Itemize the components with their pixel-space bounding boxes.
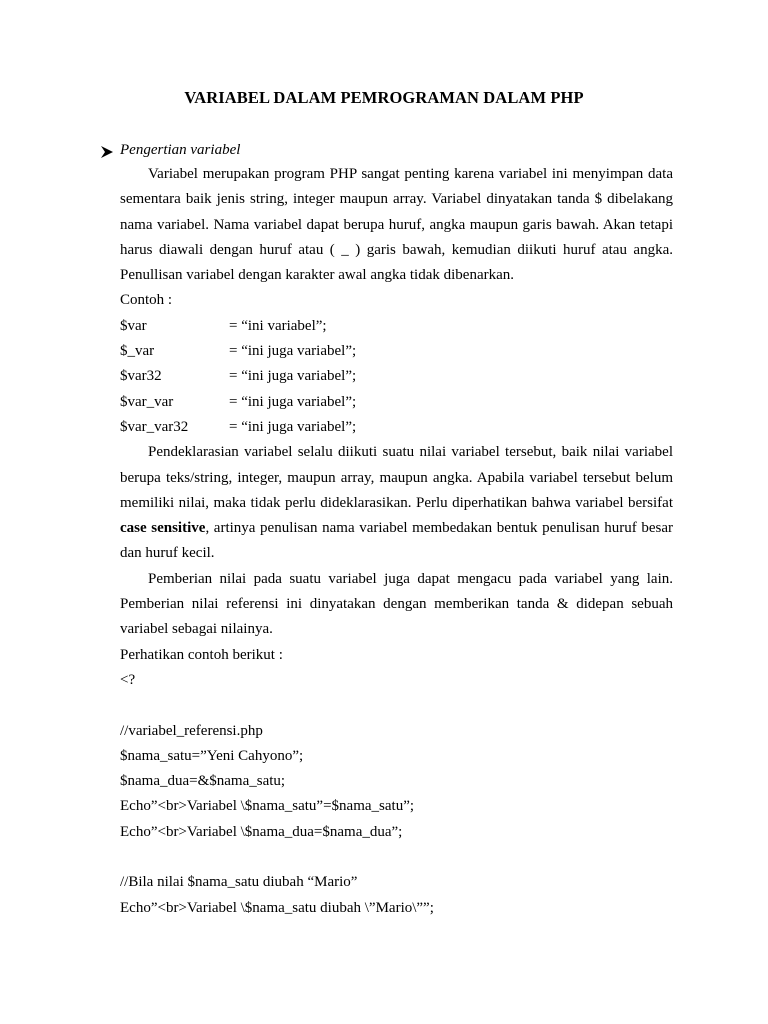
example-var: $var_var [120, 393, 174, 410]
blank-line [120, 693, 673, 718]
document-body [120, 162, 673, 921]
example-value: = “ini juga variabel”; [229, 368, 357, 385]
perhatikan-label: Perhatikan contoh berikut : [120, 646, 283, 663]
example-value: = “ini juga variabel”; [229, 393, 357, 410]
paragraph-declaration-text-end: , artinya penulisan nama variabel membedakan bentuk penulisan huruf besar dan huruf kecil. [120, 520, 673, 562]
code-line: Echo”<br>Variabel \$nama_dua=$nama_dua”; [120, 823, 403, 840]
case-sensitive-term: case sensitive [120, 520, 206, 537]
paragraph-definition-text: Variabel merupakan program PHP sangat penting karena variabel ini menyimpan data sementara baik jenis string, integer maupun array. Variabel dinyatakan tanda $ dibelakang nama variabel. Nama variabel dapat berupa huruf, angka maupun garis bawah. Akan tetapi harus diawali dengan huruf atau ( _ ) garis bawah, kemudian diikuti huruf atau angka. Penullisan variabel dengan karakter awal angka tidak dibenarkan. [120, 166, 673, 284]
example-var: $var_var32 [120, 418, 189, 435]
example-var: $_var [120, 343, 155, 360]
paragraph-reference-text: Pemberian nilai pada suatu variabel juga dapat mengacu pada variabel yang lain. Pemberian nilai referensi ini dinyatakan dengan memberikan tanda & didepan sebuah variabel sebagai nilainya. [120, 570, 673, 638]
code-line: Echo”<br>Variabel \$nama_satu”=$nama_satu”; [120, 798, 415, 815]
code-line: Echo”<br>Variabel \$nama_satu diubah \”Mario\””; [120, 899, 434, 916]
code-line: $nama_satu=”Yeni Cahyono”; [120, 747, 304, 764]
page-title: VARIABEL DALAM PEMROGRAMAN DALAM PHP [184, 88, 584, 107]
code-line: //variabel_referensi.php [120, 722, 263, 739]
paragraph-definition [120, 162, 673, 288]
example-row [120, 339, 673, 364]
blank-line [120, 845, 673, 870]
example-row [120, 415, 673, 440]
example-var: $var32 [120, 368, 162, 385]
example-value: = “ini juga variabel”; [229, 343, 357, 360]
code-open-tag: <? [120, 671, 136, 688]
paragraph-declaration-text: Pendeklarasian variabel selalu diikuti suatu nilai variabel tersebut, baik nilai variabel berupa teks/string, integer, maupun array, maupun angka. Apabila variabel tersebut belum memiliki nilai, maka tidak perlu dideklarasikan. Perlu diperhatikan bahwa variabel bersifat [120, 444, 673, 511]
paragraph-declaration [120, 440, 673, 566]
example-value: = “ini variabel”; [229, 317, 327, 334]
code-line: $nama_dua=&$nama_satu; [120, 773, 286, 790]
example-value: = “ini juga variabel”; [229, 418, 357, 435]
arrow-bullet-icon [100, 145, 114, 159]
contoh-label: Contoh : [120, 292, 173, 309]
code-line: //Bila nilai $nama_satu diubah “Mario” [120, 874, 358, 891]
example-row [120, 314, 673, 339]
example-row [120, 364, 673, 389]
paragraph-reference [120, 567, 673, 643]
example-row [120, 390, 673, 415]
example-var: $var [120, 317, 147, 334]
section-heading: Pengertian variabel [120, 142, 241, 158]
